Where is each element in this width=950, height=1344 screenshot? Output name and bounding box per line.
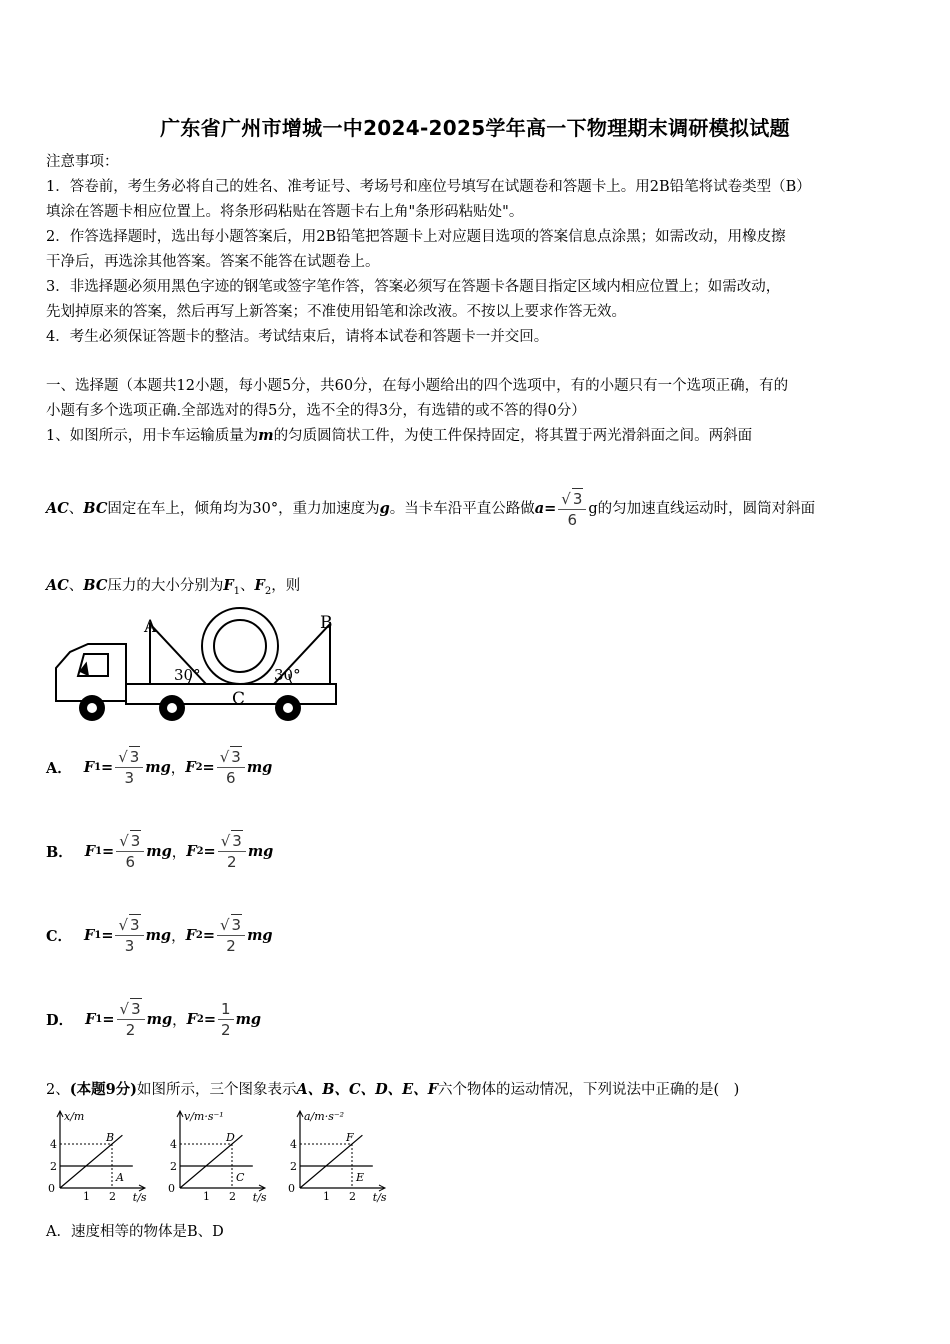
tick-y2: 2 [170, 1160, 177, 1173]
truck-figure [48, 606, 343, 724]
flat-label: E [356, 1171, 365, 1184]
tick-x1: 1 [83, 1190, 90, 1203]
line-label: D [226, 1131, 235, 1144]
q1-option-a[interactable]: A． F 1 = $\frac{√ 3}{3}$ mg ， F 2 = $\frac{√ 3}{6}$ mg [46, 748, 273, 787]
x-axis-label: t/s [372, 1191, 387, 1204]
tick-x1: 1 [323, 1190, 330, 1203]
label-B: B [320, 613, 333, 633]
y-axis-label: a/m·s⁻² [304, 1110, 345, 1123]
notice-heading: 注意事项： [46, 154, 119, 170]
line-label: F [346, 1131, 354, 1144]
notice-line: 干净后，再选涂其他答案。答案不能答在试题卷上。 [46, 254, 380, 270]
tick-y4: 4 [290, 1138, 297, 1151]
tick-x2: 2 [109, 1190, 116, 1203]
page-title: 广东省广州市增城一中2024-2025学年高一下物理期末调研模拟试题 [160, 116, 790, 140]
x-axis-label: t/s [252, 1191, 267, 1204]
label-C: C [232, 689, 246, 709]
tick-x1: 1 [203, 1190, 210, 1203]
tick-y2: 2 [50, 1160, 57, 1173]
flat-label: A [116, 1171, 124, 1184]
notice-line: 1．答卷前，考生务必将自己的姓名、准考证号、考场号和座位号填写在试题卷和答题卡上。用2B铅笔将试卷类型（B） [46, 179, 811, 195]
q1-line3: AC、BC压力的大小分别为$F_1$、$F_2$，则 [46, 577, 301, 597]
tick-y4: 4 [170, 1138, 177, 1151]
fraction-sqrt3-over-6: $\frac{√ 3}{6}$ [558, 488, 586, 530]
label-A: A [144, 617, 157, 637]
notice-line: 2．作答选择题时，选出每小题答案后，用2B铅笔把答题卡上对应题目选项的答案信息点涂黑；如需改动，用橡皮擦 [46, 229, 786, 245]
notice-line: 先划掉原来的答案，然后再写上新答案；不准使用铅笔和涂改液。不按以上要求作答无效。 [46, 304, 626, 320]
angle-left: 30° [174, 666, 201, 684]
q1-option-c[interactable]: C． F 1 = $\frac{√ 3}{3}$ mg ， F 2 = $\frac{√ 3}{2}$ mg [46, 916, 273, 955]
tick-origin: 0 [48, 1182, 55, 1195]
notice-line: 3．非选择题必须用黑色字迹的钢笔或签字笔作答，答案必须写在答题卡各题目指定区域内相应位置上；如需改动， [46, 279, 781, 295]
section-heading-cont: 小题有多个选项正确.全部选对的得5分，选不全的得3分，有选错的或不答的得0分） [46, 403, 586, 419]
section-heading: 一、选择题（本题共12小题，每小题5分，共60分，在每小题给出的四个选项中，有的小题只有一个选项正确，有的 [46, 378, 789, 394]
angle-right: 30° [274, 666, 301, 684]
tick-y4: 4 [50, 1138, 57, 1151]
flat-label: C [236, 1171, 245, 1184]
q1-line1: 1、如图所示，用卡车运输质量为m的匀质圆筒状工件，为使工件保持固定，将其置于两光滑斜面之间。两斜面 [46, 427, 753, 444]
tick-origin: 0 [288, 1182, 295, 1195]
notice-line: 填涂在答题卡相应位置上。将条形码粘贴在答题卡右上角"条形码粘贴处"。 [46, 204, 524, 220]
x-axis-label: t/s [132, 1191, 147, 1204]
y-axis-label: v/m·s⁻¹ [184, 1110, 224, 1123]
graph-2 [164, 1108, 282, 1204]
line-label: B [106, 1131, 115, 1144]
tick-x2: 2 [349, 1190, 356, 1203]
q1-option-b[interactable]: B． F 1 = $\frac{√ 3}{6}$ mg ， F 2 = $\frac{√ 3}{2}$ mg [46, 832, 274, 871]
y-axis-label: x/m [64, 1110, 85, 1123]
q2-stem: 2、(本题9分)如图所示，三个图象表示A、B、C、D、E、F六个物体的运动情况，下列说法中正确的是( ) [46, 1081, 740, 1098]
motion-graphs [44, 1108, 404, 1204]
graph-1 [44, 1108, 162, 1204]
notice-line: 4．考生必须保证答题卡的整洁。考试结束后，请将本试卷和答题卡一并交回。 [46, 329, 549, 345]
q2-option-a[interactable]: A．速度相等的物体是B、D [46, 1224, 224, 1240]
tick-y2: 2 [290, 1160, 297, 1173]
tick-origin: 0 [168, 1182, 175, 1195]
q1-option-d[interactable]: D． F 1 = $\frac{√ 3}{2}$ mg ， F 2 = $\frac{1}{2}$ mg [46, 999, 262, 1039]
tick-x2: 2 [229, 1190, 236, 1203]
q1-line2: AC 、 BC 固定在车上，倾角均为30°，重力加速度为 g 。当卡车沿平直公路做 a= $\frac{√ 3}{6}$ g的匀加速直线运动时，圆筒对斜面 [46, 490, 816, 529]
graph-3 [284, 1108, 402, 1204]
